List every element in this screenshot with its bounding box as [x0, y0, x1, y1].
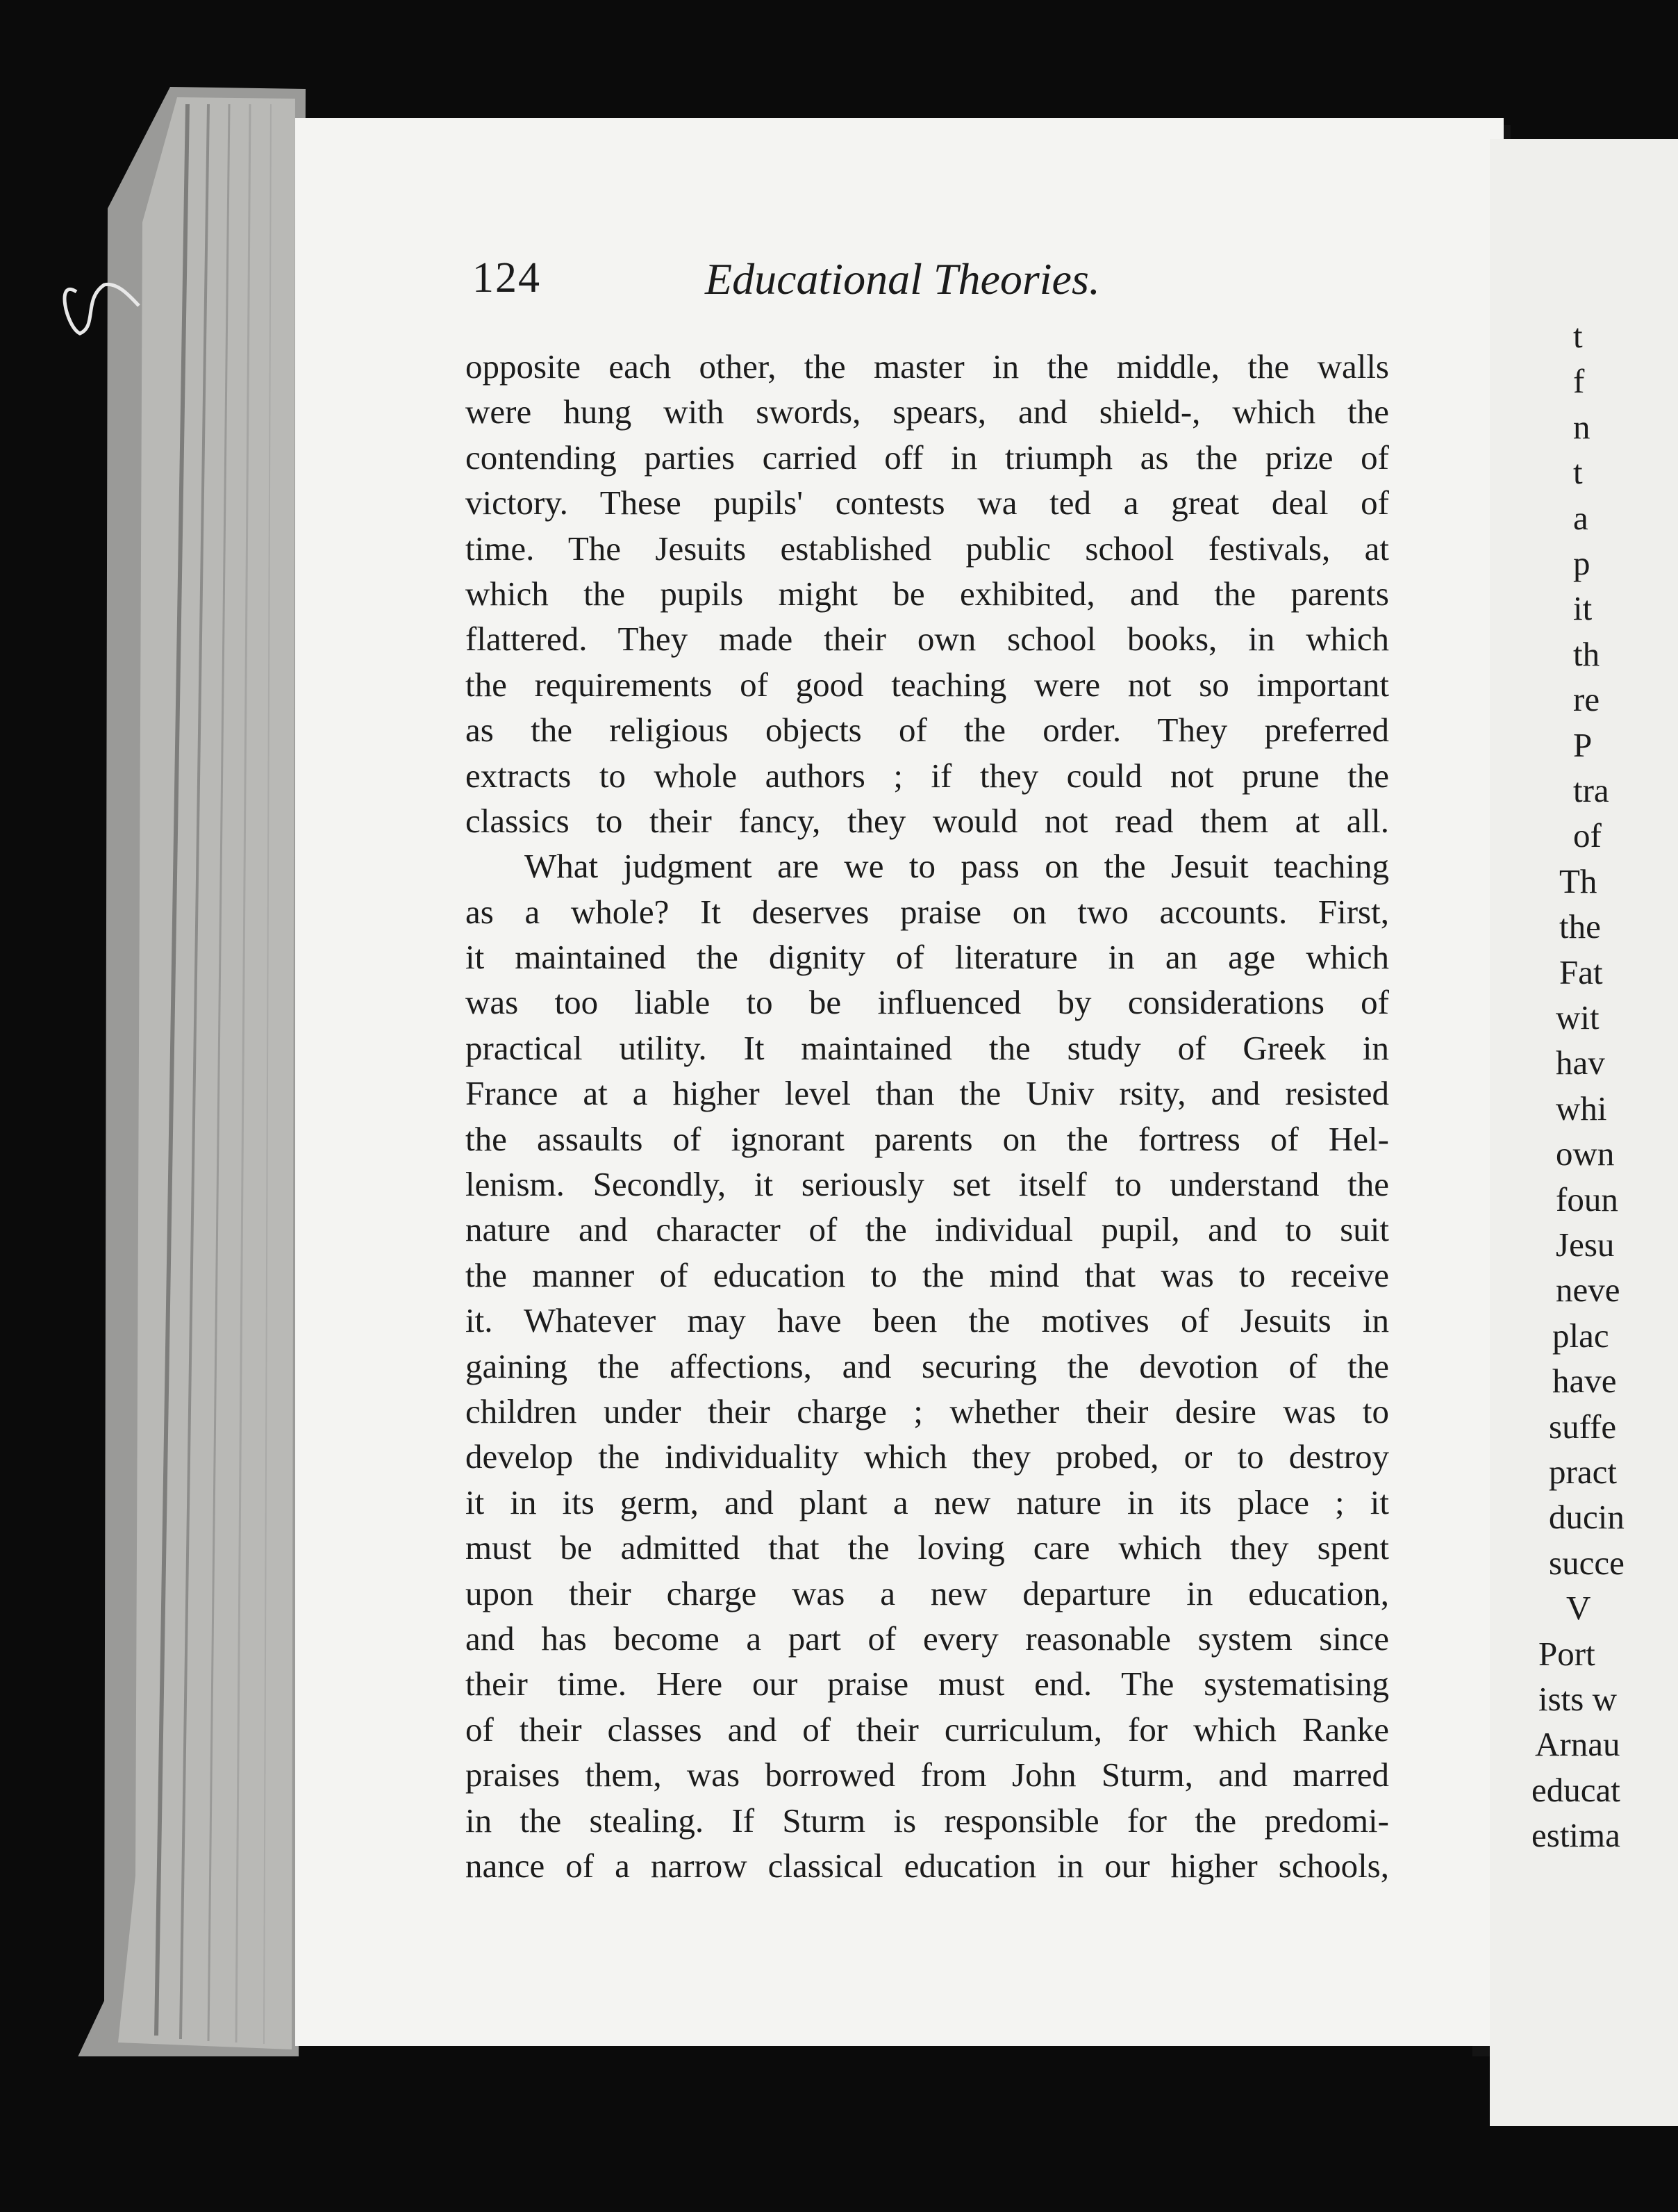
text-line: must be admitted that the loving care which they spent — [465, 1528, 1389, 1567]
text-line: France at a higher level than the Univ rsity, and resisted — [465, 1074, 1389, 1113]
text-line: victory. These pupils' contests wa ted a great deal of — [465, 484, 1389, 522]
text-line: were hung with swords, spears, and shield-, which the — [465, 393, 1389, 431]
text-line: praises them, was borrowed from John Sturm, and marred — [465, 1756, 1389, 1794]
right-page-line-fragment: ists w — [1538, 1680, 1618, 1718]
text-line: classics to their fancy, they would not read them at all. — [465, 801, 1389, 840]
right-page-line-fragment: succe — [1549, 1543, 1625, 1582]
right-page-line-fragment: Jesu — [1556, 1225, 1615, 1264]
right-page-line-fragment: tra — [1573, 771, 1609, 809]
right-page-line-fragment: of — [1573, 816, 1602, 855]
page-header — [295, 254, 1504, 316]
text-line: flattered. They made their own school books, in which — [465, 620, 1389, 659]
text-line: the requirements of good teaching were not so important — [465, 665, 1389, 704]
right-page-line-fragment: t — [1573, 317, 1583, 355]
right-page-line-fragment: wit — [1556, 998, 1600, 1037]
text-line: in the stealing. If Sturm is responsible for the predomi- — [465, 1801, 1389, 1840]
text-line: children under their charge ; whether their desire was to — [465, 1392, 1389, 1430]
text-line: the manner of education to the mind that was to receive — [465, 1255, 1389, 1294]
text-line: nance of a narrow classical education in our higher schools, — [465, 1846, 1389, 1885]
right-page-line-fragment: f — [1573, 362, 1585, 401]
text-line: as the religious objects of the order. They preferred — [465, 711, 1389, 750]
text-line: What judgment are we to pass on the Jesuit teaching — [524, 847, 1389, 886]
right-page-line-fragment: Arnau — [1535, 1725, 1620, 1764]
text-line: lenism. Secondly, it seriously set itself to understand the — [465, 1165, 1389, 1204]
right-page-line-fragment: whi — [1556, 1089, 1607, 1128]
text-line: the assaults of ignorant parents on the fortress of Hel- — [465, 1119, 1389, 1158]
right-page-line-fragment: Port — [1538, 1634, 1595, 1673]
text-line: it in its germ, and plant a new nature in its place ; it — [465, 1483, 1389, 1521]
right-page-line-fragment: n — [1573, 407, 1590, 446]
right-page-line-fragment: V — [1566, 1589, 1591, 1628]
text-line: it. Whatever may have been the motives of Jesuits in — [465, 1301, 1389, 1340]
text-line: upon their charge was a new departure in education, — [465, 1574, 1389, 1612]
right-page-line-fragment: Th — [1559, 861, 1597, 900]
right-page-line-fragment: a — [1573, 498, 1588, 537]
right-page-line-fragment: have — [1552, 1362, 1617, 1401]
right-page-line-fragment: educat — [1531, 1770, 1620, 1809]
text-line: opposite each other, the master in the middle, the walls — [465, 347, 1389, 386]
right-page-line-fragment: estima — [1531, 1816, 1620, 1855]
right-page-edge — [1490, 139, 1678, 2126]
text-line: contending parties carried off in triumph as the prize of — [465, 438, 1389, 477]
right-page-line-fragment: Fat — [1559, 952, 1603, 991]
right-page-line-fragment: ducin — [1549, 1498, 1625, 1537]
text-line: their time. Here our praise must end. The systematising — [465, 1665, 1389, 1703]
text-line: time. The Jesuits established public school festivals, at — [465, 529, 1389, 568]
right-page-line-fragment: hav — [1556, 1043, 1605, 1082]
text-line: was too liable to be influenced by considerations of — [465, 983, 1389, 1022]
running-title: Educational Theories. — [705, 254, 1100, 304]
right-page-line-fragment: p — [1573, 544, 1590, 582]
right-page-line-fragment: P — [1573, 725, 1593, 764]
text-line: it maintained the dignity of literature in an age which — [465, 938, 1389, 977]
body-text — [465, 344, 1389, 1888]
text-line: of their classes and of their curriculum, for which Ranke — [465, 1710, 1389, 1749]
page-number: 124 — [472, 254, 541, 302]
right-page-fragments — [1490, 139, 1678, 2126]
text-line: nature and character of the individual pupil, and to suit — [465, 1210, 1389, 1249]
right-page-line-fragment: pract — [1549, 1453, 1617, 1491]
right-page-line-fragment: neve — [1556, 1271, 1620, 1310]
text-line: which the pupils might be exhibited, and the parents — [465, 574, 1389, 613]
right-page-line-fragment: own — [1556, 1134, 1615, 1173]
right-page-line-fragment: suffe — [1549, 1407, 1617, 1446]
text-line: and has become a part of every reasonable system since — [465, 1619, 1389, 1658]
text-line: develop the individuality which they probed, or to destroy — [465, 1437, 1389, 1476]
text-line: practical utility. It maintained the study of Greek in — [465, 1028, 1389, 1067]
right-page-line-fragment: th — [1573, 634, 1600, 673]
right-page-line-fragment: re — [1573, 680, 1600, 719]
left-page — [295, 118, 1504, 2046]
right-page-line-fragment: t — [1573, 453, 1583, 492]
right-page-line-fragment: plac — [1552, 1316, 1609, 1355]
text-line: gaining the affections, and securing the devotion of the — [465, 1346, 1389, 1385]
text-line: as a whole? It deserves praise on two accounts. First, — [465, 892, 1389, 931]
right-page-line-fragment: foun — [1556, 1180, 1618, 1219]
right-page-line-fragment: the — [1559, 907, 1601, 946]
right-page-line-fragment: it — [1573, 589, 1593, 628]
text-line: extracts to whole authors ; if they could not prune the — [465, 756, 1389, 795]
